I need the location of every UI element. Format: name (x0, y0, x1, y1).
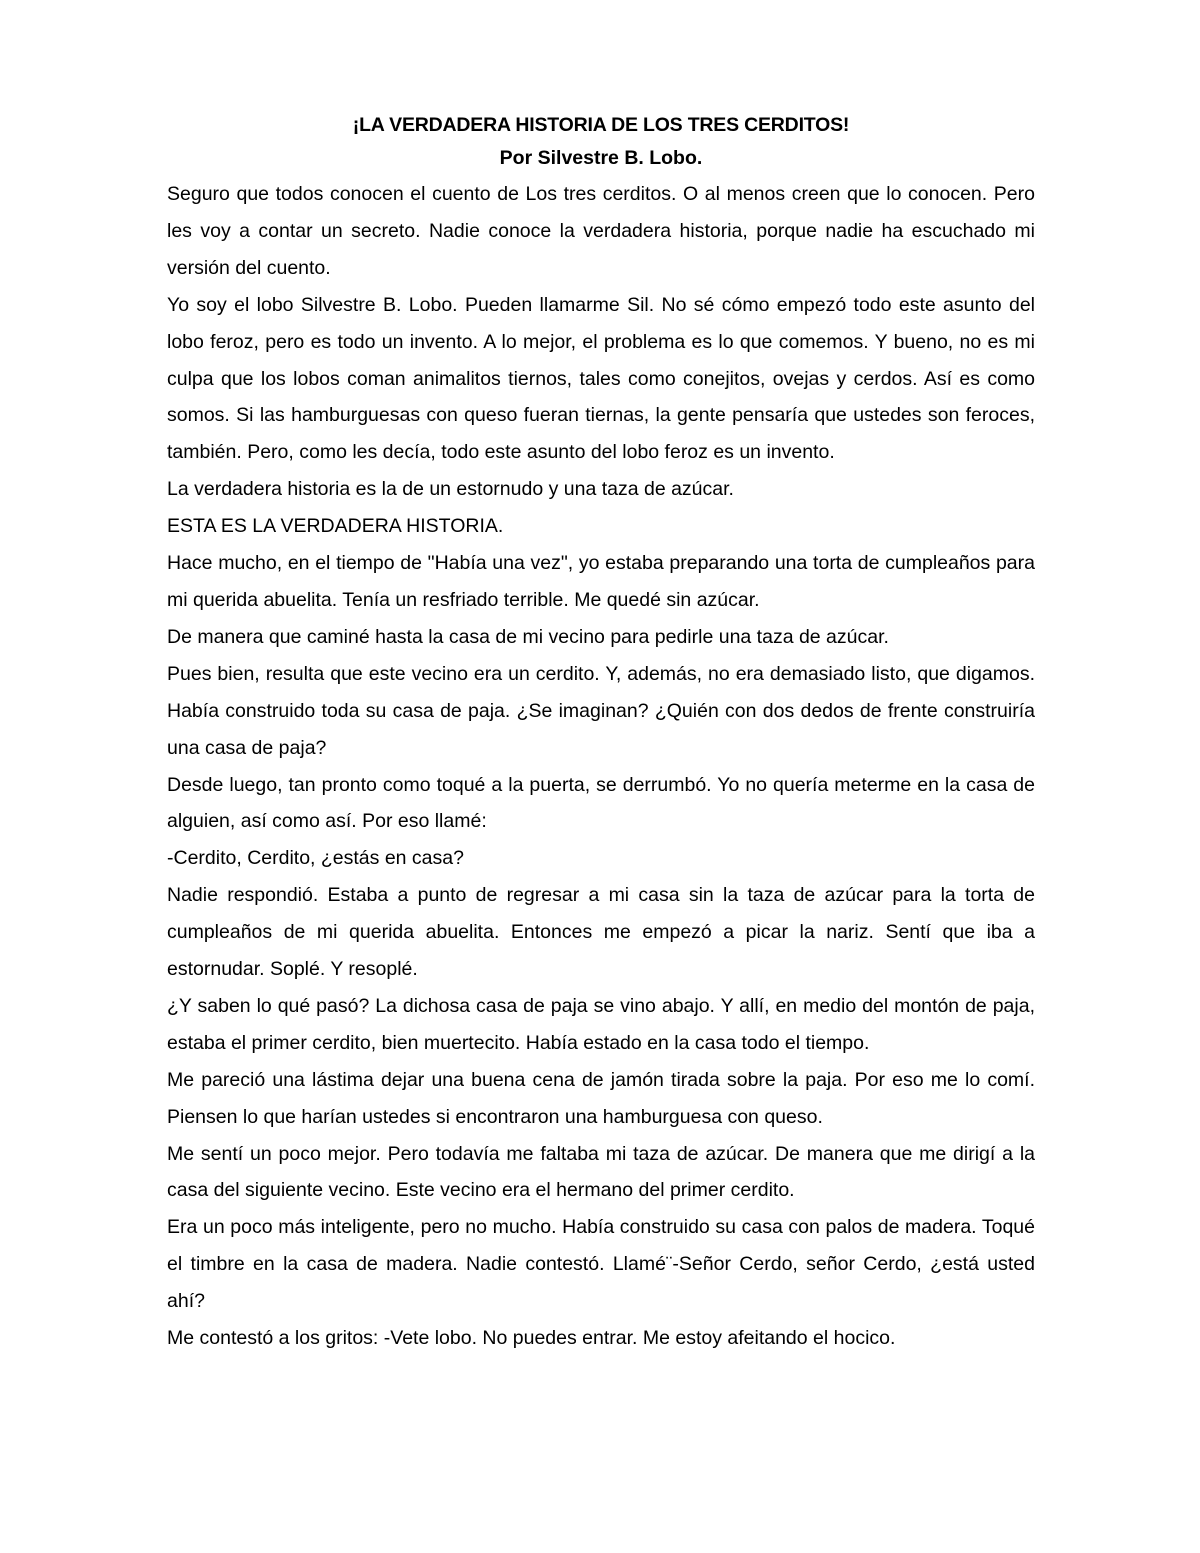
paragraph: Me contestó a los gritos: -Vete lobo. No puedes entrar. Me estoy afeitando el hocico. (167, 1327, 896, 1350)
document-page (167, 110, 1035, 1357)
paragraph: Hace mucho, en el tiempo de "Había una vez", yo estaba preparando una torta de cumpleaños para mi querida abuelita. Tenía un resfriado terrible. Me quedé sin azúcar. (167, 552, 1035, 611)
paragraph: Desde luego, tan pronto como toqué a la puerta, se derrumbó. Yo no quería meterme en la casa de alguien, así como así. Por eso llamé: (167, 773, 1035, 833)
paragraph: -Cerdito, Cerdito, ¿estás en casa? (167, 847, 464, 870)
paragraph: Era un poco más inteligente, pero no mucho. Había construido su casa con palos de madera. Toqué el timbre en la casa de madera. Nadie contestó. Llamé¨-Señor Cerdo, señor Cerdo, ¿está usted ahí? (167, 1216, 1035, 1313)
paragraph: Seguro que todos conocen el cuento de Los tres cerditos. O al menos creen que lo conocen. Pero les voy a contar un secreto. Nadie conoce la verdadera historia, porque nadie ha escuchado mi versión del cuento. (167, 183, 1035, 279)
paragraph: ESTA ES LA VERDADERA HISTORIA. (167, 515, 504, 538)
paragraph: Nadie respondió. Estaba a punto de regresar a mi casa sin la taza de azúcar para la torta de cumpleaños de mi querida abuelita. Entonces me empezó a picar la nariz. Sentí que iba a estornudar. Soplé. Y resoplé. (167, 884, 1035, 981)
author-line: Por Silvestre B. Lobo. (499, 147, 703, 169)
paragraph: ¿Y saben lo qué pasó? La dichosa casa de paja se vino abajo. Y allí, en medio del montón de paja, estaba el primer cerdito, bien muertecito. Había estado en la casa todo el tiempo. (167, 994, 1035, 1054)
paragraph: Yo soy el lobo Silvestre B. Lobo. Pueden llamarme Sil. No sé cómo empezó todo este asunto del lobo feroz, pero es todo un invento. A lo mejor, el problema es lo que comemos. Y bueno, no es mi culpa que los lobos coman animalitos tiernos, tales como conejitos, ovejas y cerdos. Así es como somos. Si las hamburguesas con queso fueran tiernas, la gente pensaría que ustedes son feroces, también. Pero, como les decía, todo este asunto del lobo feroz es un invento. (167, 293, 1035, 464)
paragraph: La verdadera historia es la de un estornudo y una taza de azúcar. (167, 478, 734, 501)
document-body (167, 176, 1035, 1357)
paragraph: Me sentí un poco mejor. Pero todavía me faltaba mi taza de azúcar. De manera que me dirigí a la casa del siguiente vecino. Este vecino era el hermano del primer cerdito. (167, 1142, 1035, 1202)
paragraph: De manera que caminé hasta la casa de mi vecino para pedirle una taza de azúcar. (167, 625, 889, 648)
document-title: ¡LA VERDADERA HISTORIA DE LOS TRES CERDITOS! (352, 114, 850, 136)
paragraph: Me pareció una lástima dejar una buena cena de jamón tirada sobre la paja. Por eso me lo comí. Piensen lo que harían ustedes si encontraron una hamburguesa con queso. (167, 1068, 1035, 1128)
paragraph: Pues bien, resulta que este vecino era un cerdito. Y, además, no era demasiado listo, que digamos. Había construido toda su casa de paja. ¿Se imaginan? ¿Quién con dos dedos de frente construiría una casa de paja? (167, 662, 1035, 759)
